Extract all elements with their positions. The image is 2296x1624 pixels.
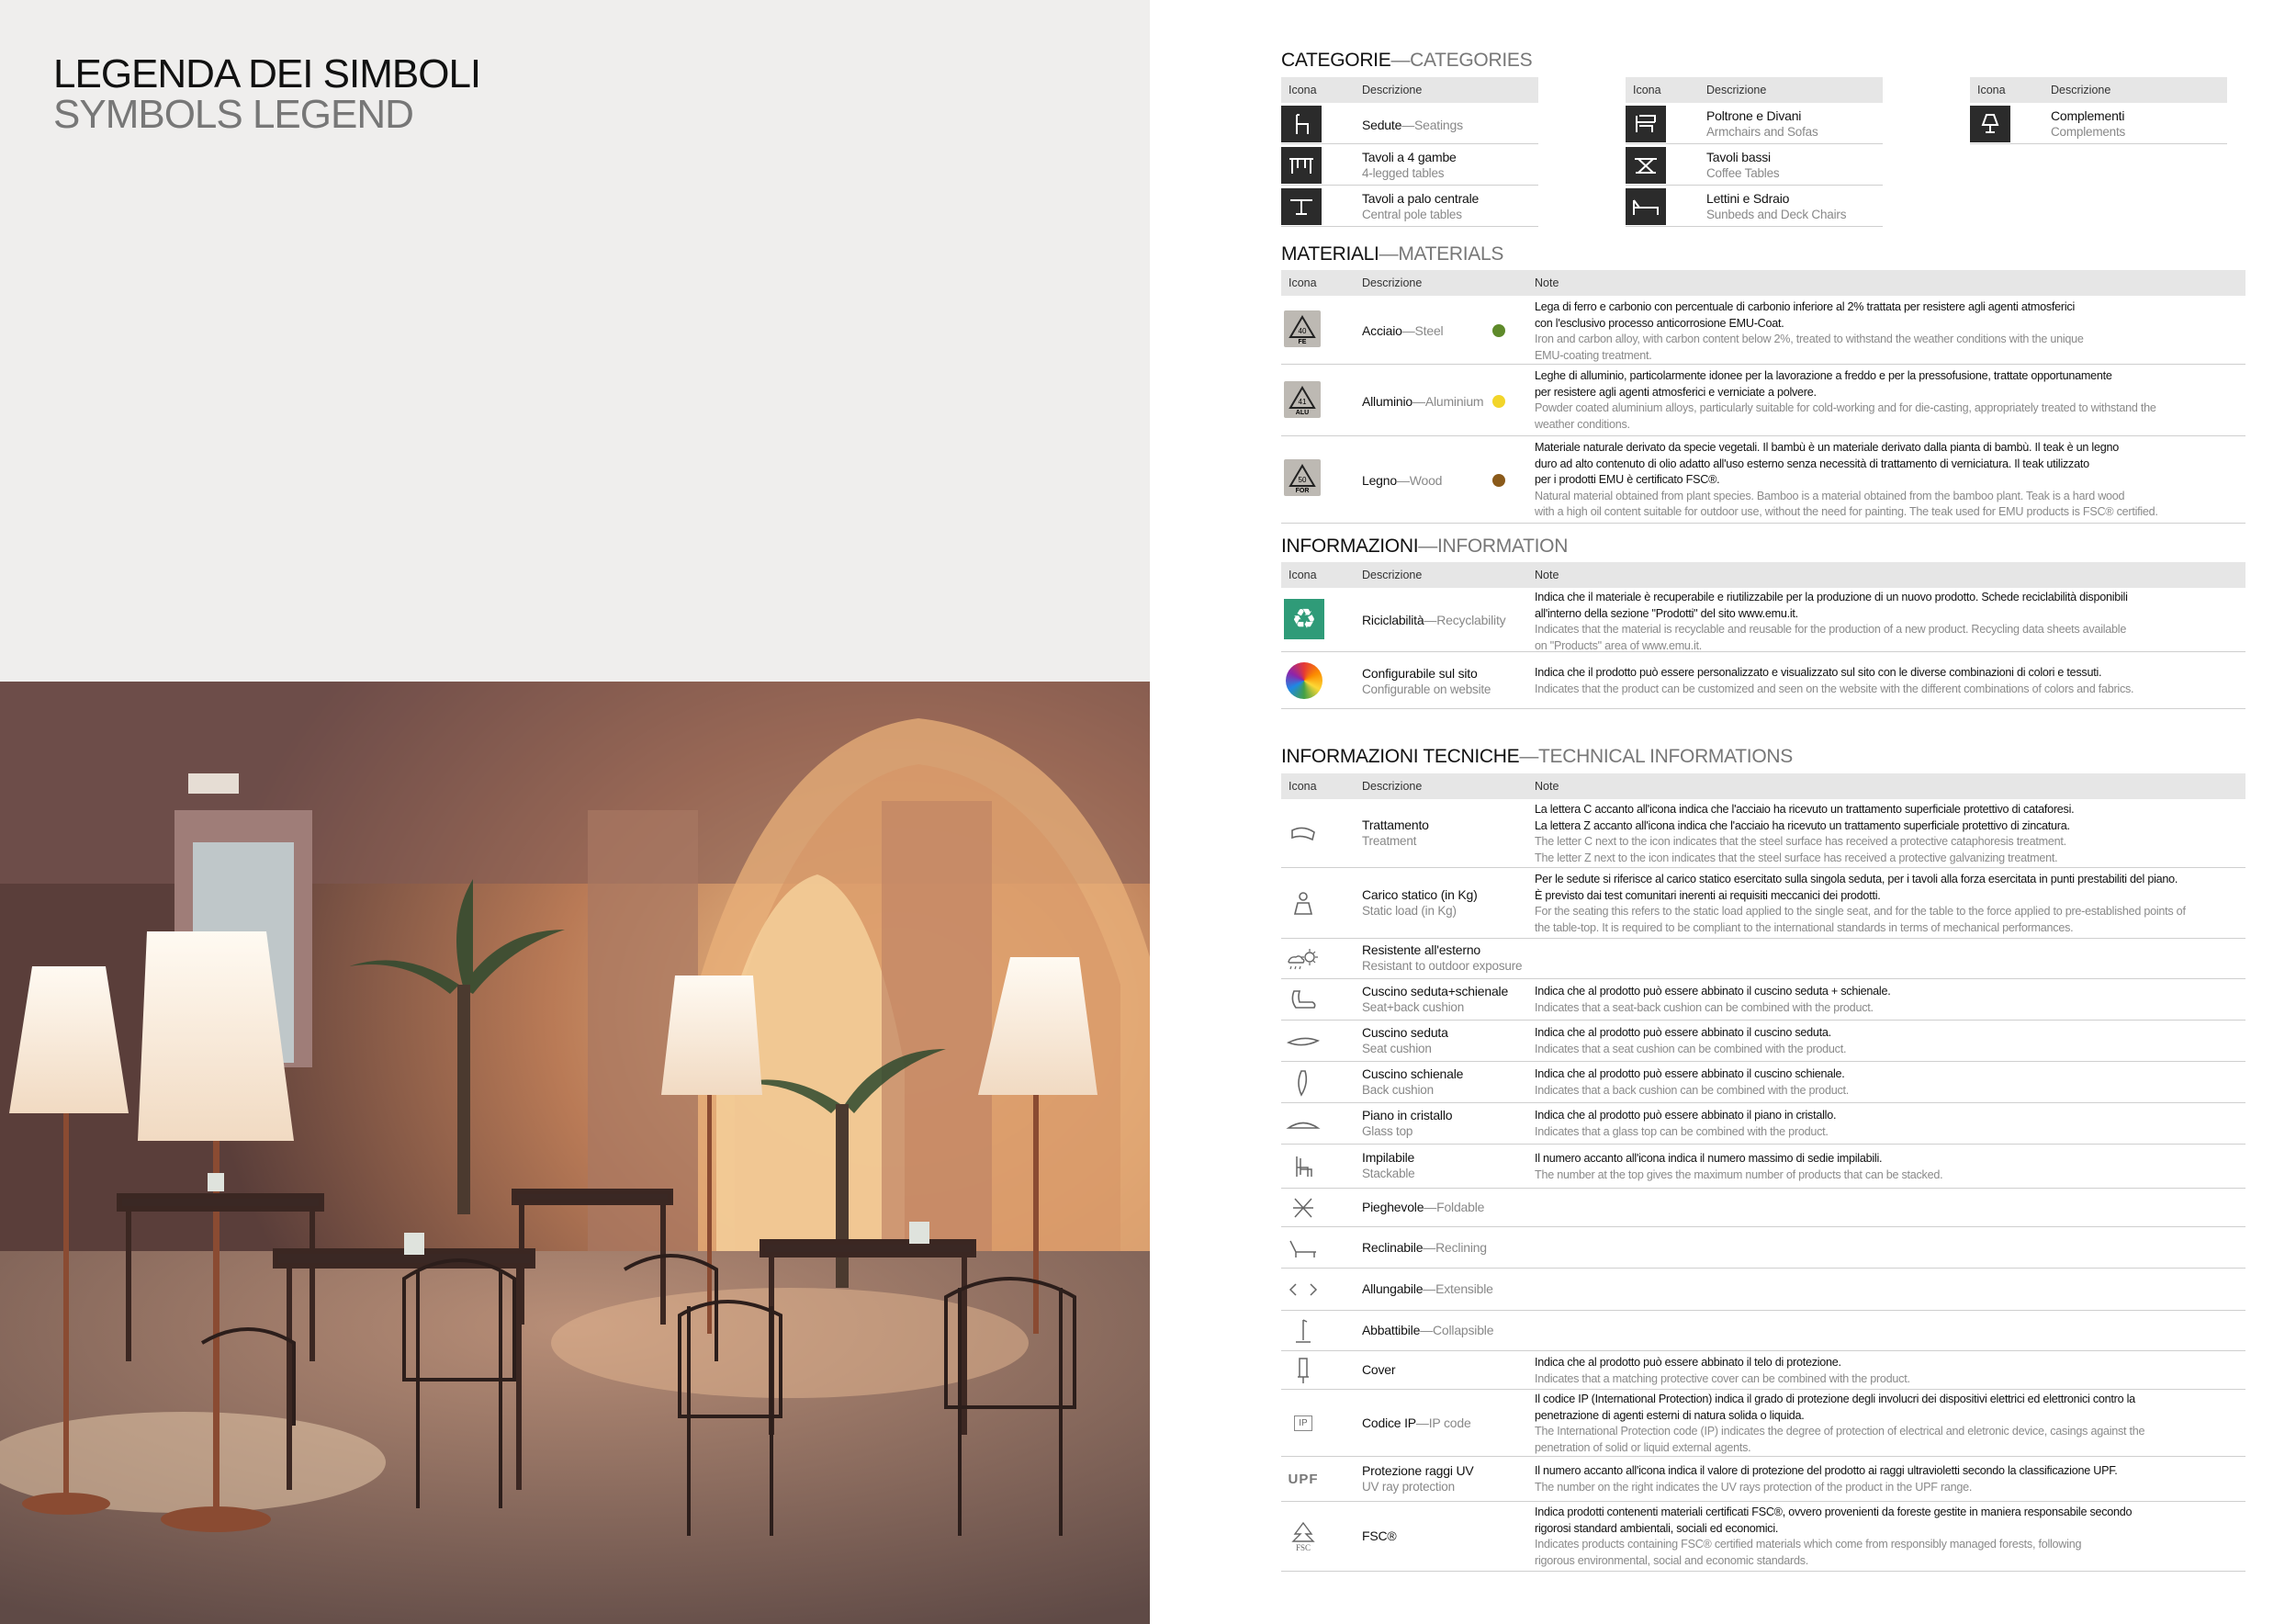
- upf-icon: UPF: [1288, 1472, 1319, 1487]
- technical-notes: Indica che al prodotto può essere abbinato il piano in cristallo. Indicates that a glass top can be combined with the product.: [1535, 1109, 1837, 1138]
- technical-notes: Per le sedute si riferisce al carico statico esercitato sulla singola seduta, per i tavoli alla forza esercitata in punti prestabiliti del piano. È previsto dai test comunitari inerenti ai requisiti meccanici dei prodotti. For the seating this refers to the static load applied to the single seat, and for the table to the force applied to pre-established points of the table-top. It is required to be compliant to the international standards in terms of mechanical performances.: [1535, 873, 2186, 934]
- armchair-icon: [1626, 106, 1666, 142]
- materials-title: MATERIALI—MATERIALS: [1281, 243, 1504, 265]
- sunbed-icon: [1626, 188, 1666, 225]
- recycle-icon: ♻: [1284, 599, 1324, 639]
- technical-row-glass-top: Piano in cristallo Glass top Indica che al prodotto può essere abbinato il piano in cristallo. Indicates that a glass top can be combined with the product.: [1281, 1103, 2245, 1145]
- ip-code-icon: IP: [1281, 1390, 1325, 1457]
- glass-top-icon: [1281, 1103, 1325, 1145]
- technical-notes: La lettera C accanto all'icona indica che l'acciaio ha ricevuto un trattamento superficiale protettivo di cataforesi. La lettera Z accanto all'icona indica che l'acciaio ha ricevuto un trattamento superficiale protettivo di zincatura. The letter C next to the icon indicates that the steel surface has received a protective cataphoresis treatment. The letter Z next to the icon indicates that the steel surface has received a protective galvanizing treatment.: [1535, 803, 2075, 864]
- category-complements: Complementi Complements: [1970, 103, 2227, 144]
- category-four-leg-tables: Tavoli a 4 gambe 4-legged tables: [1281, 144, 1538, 186]
- categories-header-3: Icona Descrizione: [1970, 77, 2227, 103]
- wood-color-dot: [1492, 474, 1505, 487]
- treatment-icon: [1281, 799, 1325, 868]
- information-header: Icona Descrizione Note: [1281, 562, 2245, 588]
- info-configurable-row: Configurabile sul sito Configurable on website Indica che il prodotto può essere personalizzato e visualizzato sul sito con le diverse combinazioni di colori e tessuti. Indicates that the product can be customized and seen on the website with the different combinations of colors and fabrics.: [1281, 652, 2245, 709]
- collapsible-icon: [1281, 1311, 1325, 1351]
- technical-row-uv-ray-protection: UPF Protezione raggi UV UV ray protection Il numero accanto all'icona indica il valore di protezione del prodotto ai raggi ultravioletti secondo la classificazione UPF. The number on the right indicates the UV rays protection of the product in the UPF range.: [1281, 1457, 2245, 1502]
- terrace-photo-illustration: [0, 682, 1150, 1624]
- svg-text:40: 40: [1298, 327, 1307, 335]
- static-load-icon: [1281, 868, 1325, 939]
- technical-notes: Indica che al prodotto può essere abbinato il telo di protezione. Indicates that a matching protective cover can be combined with the product.: [1535, 1356, 1910, 1385]
- category-coffee-tables: Tavoli bassi Coffee Tables: [1626, 144, 1883, 186]
- technical-notes: Il numero accanto all'icona indica il numero massimo di sedie impilabili. The number at the top gives the maximum number of products that can be stacked.: [1535, 1152, 1943, 1181]
- four-leg-table-icon: [1281, 147, 1322, 184]
- back-cushion-icon: [1281, 1062, 1325, 1103]
- seat-cushion-icon: [1281, 1021, 1325, 1062]
- aluminium-recycling-icon: [1284, 381, 1321, 418]
- technical-row-seat-back-cushion: Cuscino seduta+schienale Seat+back cushion Indica che al prodotto può essere abbinato il cuscino seduta + schienale. Indicates that a seat-back cushion can be combined with the product.: [1281, 979, 2245, 1021]
- page-title: LEGENDA DEI SIMBOLI: [53, 51, 481, 96]
- reclining-icon: [1281, 1227, 1325, 1269]
- svg-text:41: 41: [1298, 398, 1307, 406]
- technical-row-foldable: Pieghevole—Foldable: [1281, 1189, 2245, 1227]
- technical-notes: Indica prodotti contenenti materiali certificati FSC®, ovvero provenienti da foreste gestite in maniera responsabile secondo rigorosi standard ambientali, sociali ed economici. Indicates products containing FSC® certified materials which come from responsibly managed forests, following rigorous environmental, social and economic standards.: [1535, 1506, 2133, 1567]
- color-wheel-icon: [1284, 660, 1324, 701]
- steel-notes: Lega di ferro e carbonio con percentuale di carbonio inferiore al 2% trattata per resistere agli agenti atmosferici con l'esclusivo processo anticorrosione EMU-Coat. Iron and carbon alloy, with carbon content below 2%, treated to withstand the weather conditions with the unique EMU-coating treatment.: [1535, 300, 2084, 362]
- information-title: INFORMAZIONI—INFORMATION: [1281, 536, 1569, 557]
- technical-notes: Indica che al prodotto può essere abbinato il cuscino seduta + schienale. Indicates that a seat-back cushion can be combined with the product.: [1535, 985, 1891, 1014]
- materials-header: Icona Descrizione Note: [1281, 270, 2245, 296]
- technical-row-treatment: Trattamento Treatment La lettera C accanto all'icona indica che l'acciaio ha ricevuto un trattamento superficiale protettivo di cataforesi. La lettera Z accanto all'icona indica che l'acciaio ha ricevuto un trattamento superficiale protettivo di zincatura. The letter C next to the icon indicates that the steel surface has received a protective cataphoresis treatment. The letter Z next to the icon indicates that the steel surface has received a protective galvanizing treatment.: [1281, 799, 2245, 868]
- lamp-icon: [1970, 106, 2010, 142]
- technical-row-seat-cushion: Cuscino seduta Seat cushion Indica che al prodotto può essere abbinato il cuscino seduta. Indicates that a seat cushion can be combined with the product.: [1281, 1021, 2245, 1062]
- svg-text:ALU: ALU: [1295, 410, 1310, 415]
- technical-notes: Il codice IP (International Protection) indica il grado di protezione degli involucri dei dispositivi elettrici ed elettronici contro la penetrazione di agenti esterni di natura solida o liquida. The International Protection code (IP) indicates the degree of protection of electrical and eletronic device, casings against the penetration of solid or liquid external agents.: [1535, 1393, 2145, 1454]
- category-sunbeds: Lettini e Sdraio Sunbeds and Deck Chairs: [1626, 186, 1883, 227]
- technical-row-static-load-in-kg: Carico statico (in Kg) Static load (in Kg) Per le sedute si riferisce al carico statico esercitato sulla singola seduta, per i tavoli alla forza esercitata in punti prestabiliti del piano. È previsto dai test comunitari inerenti ai requisiti meccanici dei prodotti. For the seating this refers to the static load applied to the single seat, and for the table to the force applied to pre-established points of the table-top. It is required to be compliant to the international standards in terms of mechanical performances.: [1281, 868, 2245, 939]
- technical-notes: Indica che al prodotto può essere abbinato il cuscino schienale. Indicates that a back cushion can be combined with the product.: [1535, 1067, 1849, 1097]
- aluminium-color-dot: [1492, 395, 1505, 408]
- technical-row-ip-code: IP Codice IP—IP code Il codice IP (International Protection) indica il grado di protezione degli involucri dei dispositivi elettrici ed elettronici contro la penetrazione di agenti esterni di natura solida o liquida. The International Protection code (IP) indicates the degree of protection of electrical and eletronic device, casings against the penetration of solid or liquid external agents.: [1281, 1390, 2245, 1457]
- steel-recycling-icon: [1284, 310, 1321, 347]
- wood-recycling-icon: [1284, 459, 1321, 496]
- technical-header: Icona Descrizione Note: [1281, 773, 2245, 799]
- left-title-panel: [0, 0, 1150, 682]
- steel-color-dot: [1492, 324, 1505, 337]
- category-seatings: Sedute—Seatings: [1281, 103, 1538, 144]
- technical-notes: Il numero accanto all'icona indica il valore di protezione del prodotto ai raggi ultravioletti secondo la classificazione UPF. The number on the right indicates the UV rays protection of the product in the UPF range.: [1535, 1464, 2118, 1494]
- coffee-table-icon: [1626, 147, 1666, 184]
- recyclability-notes: Indica che il materiale è recuperabile e riutilizzabile per la produzione di un nuovo prodotto. Schede reciclabilità disponibili all'interno della sezione "Prodotti" del sito www.emu.it. Indicates that the material is recyclable and reusable for the production of a new product. Recycling data sheets available on "Products" area of www.emu.it.: [1535, 591, 2128, 652]
- technical-row-fsc: FSC FSC® Indica prodotti contenenti materiali certificati FSC®, ovvero provenienti da foreste gestite in maniera responsabile secondo rigorosi standard ambientali, sociali ed economici. Indicates products containing FSC® certified materials which come from responsibly managed forests, following rigorous environmental, social and economic standards.: [1281, 1502, 2245, 1572]
- aluminium-notes: Leghe di alluminio, particolarmente idonee per la lavorazione a freddo e per la pressofusione, trattate opportunamente per resistere agli agenti atmosferici e verniciate a polvere. Powder coated aluminium alloys, particularly suitable for cold-working and for die-casting, appropriately treated to withstand the weather conditions.: [1535, 369, 2156, 431]
- material-wood-row: 50 FOR Legno—Wood Materiale naturale derivato da specie vegetali. Il bambù è un materiale derivato dalla pianta di bambù. Il teak è un legno duro ad alto contenuto di olio adatto all'uso esterno senza necessità di trattamento di verniciatura. Il teak utilizzato per i prodotti EMU è certificato FSC®. Natural material obtained from plant species. Bamboo is a material obtained from the bamboo plant. Teak is a hard wood with a high oil content suitable for outdoor use, without the need for painting. The teak used for EMU products is FSC® certified.: [1281, 436, 2245, 524]
- cover-icon: [1281, 1351, 1325, 1390]
- outdoor-weather-icon: [1281, 939, 1325, 979]
- svg-text:FOR: FOR: [1295, 488, 1310, 493]
- svg-text:FE: FE: [1298, 339, 1307, 344]
- chair-icon: [1281, 106, 1322, 142]
- central-pole-table-icon: [1281, 188, 1322, 225]
- material-steel-row: 40 FE Acciaio—Steel Lega di ferro e carbonio con percentuale di carbonio inferiore al 2% trattata per resistere agli agenti atmosferici con l'esclusivo processo anticorrosione EMU-Coat. Iron and carbon alloy, with carbon content below 2%, treated to withstand the weather conditions with the unique EMU-coating treatment.: [1281, 296, 2245, 365]
- info-recyclability-row: ♻ Riciclabilità—Recyclability Indica che il materiale è recuperabile e riutilizzabile per la produzione di un nuovo prodotto. Schede reciclabilità disponibili all'interno della sezione "Prodotti" del sito www.emu.it. Indicates that the material is recyclable and reusable for the production of a new product. Recycling data sheets available on "Products" area of www.emu.it.: [1281, 588, 2245, 652]
- technical-notes: Indica che al prodotto può essere abbinato il cuscino seduta. Indicates that a seat cushion can be combined with the product.: [1535, 1026, 1847, 1055]
- seat-back-cushion-icon: [1281, 979, 1325, 1021]
- configurable-notes: Indica che il prodotto può essere personalizzato e visualizzato sul sito con le diverse combinazioni di colori e tessuti. Indicates that the product can be customized and seen on the website with the different combinations of colors and fabrics.: [1535, 666, 2134, 695]
- wood-notes: Materiale naturale derivato da specie vegetali. Il bambù è un materiale derivato dalla pianta di bambù. Il teak è un legno duro ad alto contenuto di olio adatto all'uso esterno senza necessità di trattamento di verniciatura. Il teak utilizzato per i prodotti EMU è certificato FSC®. Natural material obtained from plant species. Bamboo is a material obtained from the bamboo plant. Teak is a hard wood with a high oil content suitable for outdoor use, without the need for painting. The teak used for EMU products is FSC® certified.: [1535, 441, 2158, 518]
- terrace-photo: [0, 682, 1150, 1624]
- foldable-icon: [1281, 1189, 1325, 1227]
- technical-title: INFORMAZIONI TECNICHE—TECHNICAL INFORMATIONS: [1281, 746, 1793, 767]
- extensible-icon: [1281, 1269, 1325, 1311]
- categories-header-1: Icona Descrizione: [1281, 77, 1538, 103]
- technical-row-extensible: Allungabile—Extensible: [1281, 1269, 2245, 1311]
- material-aluminium-row: 41 ALU Alluminio—Aluminium Leghe di alluminio, particolarmente idonee per la lavorazione a freddo e per la pressofusione, trattate opportunamente per resistere agli agenti atmosferici e verniciate a polvere. Powder coated aluminium alloys, particularly suitable for cold-working and for die-casting, appropriately treated to withstand the weather conditions.: [1281, 365, 2245, 436]
- categories-title: CATEGORIE—CATEGORIES: [1281, 50, 1533, 71]
- technical-row-back-cushion: Cuscino schienale Back cushion Indica che al prodotto può essere abbinato il cuscino schienale. Indicates that a back cushion can be combined with the product.: [1281, 1062, 2245, 1103]
- svg-text:50: 50: [1298, 476, 1307, 484]
- technical-row-cover: Cover Indica che al prodotto può essere abbinato il telo di protezione. Indicates that a matching protective cover can be combined with the product.: [1281, 1351, 2245, 1390]
- technical-row-stackable: Impilabile Stackable Il numero accanto all'icona indica il numero massimo di sedie impilabili. The number at the top gives the maximum number of products that can be stacked.: [1281, 1145, 2245, 1189]
- technical-row-reclining: Reclinabile—Reclining: [1281, 1227, 2245, 1269]
- page-subtitle: SYMBOLS LEGEND: [53, 92, 413, 137]
- legend-panel: [1281, 0, 2245, 1624]
- stackable-icon: [1281, 1145, 1325, 1189]
- category-central-pole-tables: Tavoli a palo centrale Central pole tables: [1281, 186, 1538, 227]
- category-armchairs: Poltrone e Divani Armchairs and Sofas: [1626, 103, 1883, 144]
- fsc-icon: FSC: [1281, 1502, 1325, 1572]
- categories-header-2: Icona Descrizione: [1626, 77, 1883, 103]
- technical-row-collapsible: Abbattibile—Collapsible: [1281, 1311, 2245, 1351]
- technical-row-resistant-to-outdoor-exposure: Resistente all'esterno Resistant to outdoor exposure: [1281, 939, 2245, 979]
